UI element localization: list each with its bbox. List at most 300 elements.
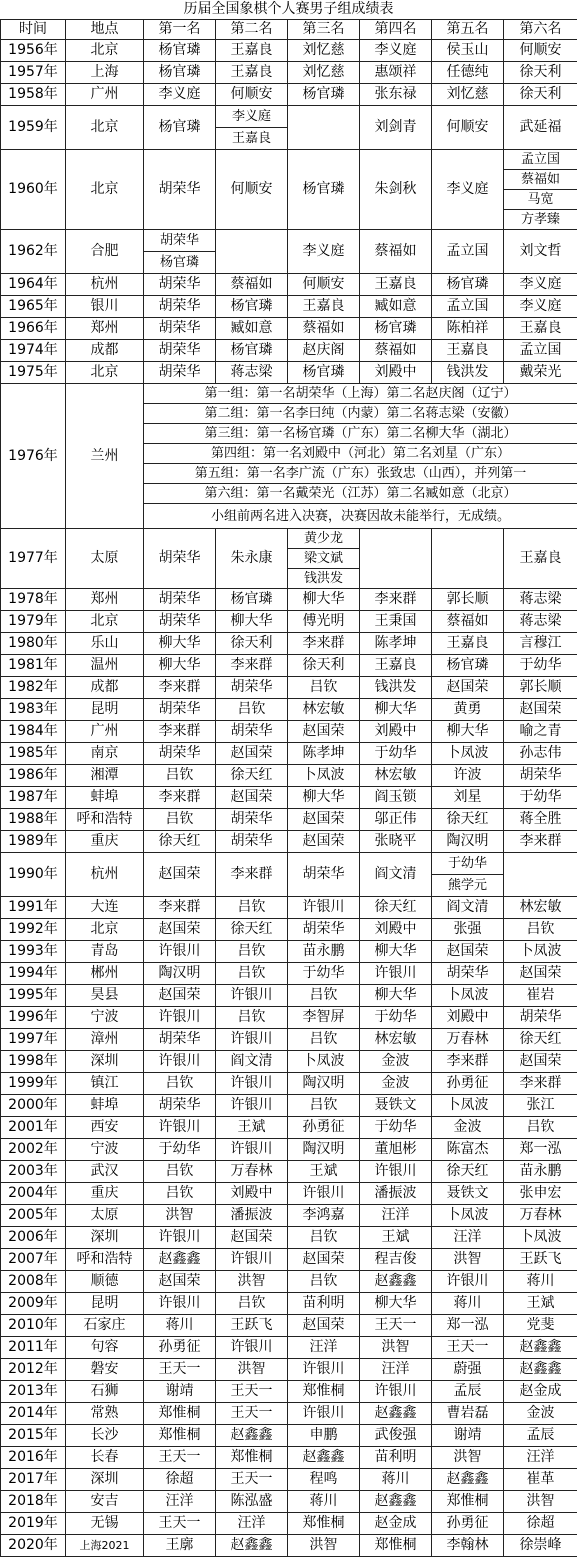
place-cell: 许银川	[216, 985, 288, 1007]
table-row	[1, 1359, 577, 1381]
place-cell: 李来群	[504, 831, 577, 853]
table-row	[1, 611, 577, 633]
header-cell: 第六名	[504, 20, 577, 40]
place-cell: 胡荣华	[144, 699, 216, 721]
place-cell: 许银川	[144, 1007, 216, 1029]
place-cell: 武延福	[504, 106, 577, 150]
table-row	[1, 963, 577, 985]
group-result-cell: 第一组：第一名胡荣华（上海）第二名赵庆阁（辽宁）	[144, 384, 577, 404]
place-cell: 许银川	[288, 1359, 360, 1381]
place-cell	[360, 529, 432, 589]
place-cell: 蔚强	[432, 1359, 504, 1381]
place-cell	[504, 853, 577, 897]
place-cell: 胡荣华	[144, 1029, 216, 1051]
place-cell: 李来群	[360, 589, 432, 611]
place-cell: 林宏敏	[288, 699, 360, 721]
place-cell: 王嘉良	[216, 128, 288, 150]
table-row	[1, 1491, 577, 1513]
place-cell: 李义庭	[288, 230, 360, 274]
place-cell: 张强	[432, 919, 504, 941]
location-cell: 无锡	[66, 1513, 144, 1535]
place-cell: 李来群	[216, 655, 288, 677]
table-row	[1, 589, 577, 611]
place-cell: 吕钦	[504, 1117, 577, 1139]
table-row	[1, 274, 577, 296]
place-cell: 梁文斌	[288, 549, 360, 569]
place-cell: 柳大华	[360, 985, 432, 1007]
place-cell: 许银川	[360, 963, 432, 985]
place-cell: 张晓平	[360, 831, 432, 853]
place-cell: 苗永鹏	[288, 941, 360, 963]
place-cell: 黄勇	[432, 699, 504, 721]
year-cell: 2006年	[1, 1227, 66, 1249]
place-cell: 郑惟桐	[432, 1491, 504, 1513]
location-cell: 银川	[66, 296, 144, 318]
place-cell: 喻之青	[504, 721, 577, 743]
place-cell: 郑惟桐	[144, 1403, 216, 1425]
place-cell: 吕钦	[288, 677, 360, 699]
place-cell: 钱洪发	[360, 677, 432, 699]
place-cell: 胡荣华	[144, 611, 216, 633]
place-cell: 汪洋	[216, 1513, 288, 1535]
location-cell: 广州	[66, 721, 144, 743]
place-cell: 朱永康	[216, 529, 288, 589]
place-cell: 郑惟桐	[288, 1381, 360, 1403]
year-cell: 1991年	[1, 897, 66, 919]
location-cell: 顺德	[66, 1271, 144, 1293]
place-cell: 胡荣华	[288, 853, 360, 897]
table-row	[1, 529, 577, 549]
place-cell: 杨官璘	[144, 40, 216, 62]
place-cell: 王嘉良	[360, 274, 432, 296]
place-cell: 赵鑫鑫	[360, 1271, 432, 1293]
place-cell: 徐天红	[504, 1029, 577, 1051]
place-cell: 李义庭	[504, 296, 577, 318]
place-cell: 赵鑫鑫	[360, 1491, 432, 1513]
location-cell: 呼和浩特	[66, 1249, 144, 1271]
place-cell: 臧如意	[216, 318, 288, 340]
place-cell: 赵国荣	[288, 1249, 360, 1271]
table-row	[1, 1381, 577, 1403]
header-cell: 第四名	[360, 20, 432, 40]
place-cell: 赵鑫鑫	[432, 1469, 504, 1491]
place-cell: 徐天红	[432, 809, 504, 831]
place-cell: 方孝臻	[504, 210, 577, 230]
place-cell: 陈孝坤	[288, 743, 360, 765]
location-cell: 磐安	[66, 1359, 144, 1381]
place-cell: 李来群	[144, 787, 216, 809]
place-cell: 陶汉明	[144, 963, 216, 985]
place-cell: 刘殿中	[360, 362, 432, 384]
place-cell: 孙勇征	[144, 1337, 216, 1359]
place-cell: 杨官璘	[144, 62, 216, 84]
table-row	[1, 809, 577, 831]
place-cell: 聂铁文	[432, 1183, 504, 1205]
place-cell: 何顺安	[216, 150, 288, 230]
place-cell: 吕钦	[288, 1271, 360, 1293]
header-cell: 地点	[66, 20, 144, 40]
place-cell: 刘剑青	[360, 106, 432, 150]
year-cell: 2000年	[1, 1095, 66, 1117]
place-cell: 侯玉山	[432, 40, 504, 62]
place-cell: 王秉国	[360, 611, 432, 633]
place-cell: 王嘉良	[432, 340, 504, 362]
place-cell: 许银川	[288, 1183, 360, 1205]
place-cell: 蒋川	[360, 1469, 432, 1491]
year-cell: 2013年	[1, 1381, 66, 1403]
place-cell: 柳大华	[144, 655, 216, 677]
place-cell: 邬正伟	[360, 809, 432, 831]
place-cell: 赵国荣	[216, 787, 288, 809]
location-cell: 大连	[66, 897, 144, 919]
year-cell: 1962年	[1, 230, 66, 274]
year-cell: 1985年	[1, 743, 66, 765]
place-cell: 阎文清	[216, 1051, 288, 1073]
place-cell: 蒋川	[432, 1293, 504, 1315]
place-cell: 王天一	[216, 1403, 288, 1425]
year-cell: 1960年	[1, 150, 66, 230]
place-cell: 胡荣华	[144, 529, 216, 589]
place-cell: 李来群	[144, 721, 216, 743]
place-cell: 胡荣华	[504, 1007, 577, 1029]
place-cell: 孟立国	[432, 296, 504, 318]
place-cell: 赵金成	[504, 1381, 577, 1403]
place-cell: 蒋志梁	[216, 362, 288, 384]
place-cell: 许银川	[216, 1073, 288, 1095]
year-cell: 1999年	[1, 1073, 66, 1095]
year-cell: 1959年	[1, 106, 66, 150]
place-cell: 王嘉良	[216, 40, 288, 62]
place-cell: 刘殿中	[216, 1183, 288, 1205]
year-cell: 2008年	[1, 1271, 66, 1293]
place-cell: 李智屏	[288, 1007, 360, 1029]
place-cell: 赵国荣	[144, 1271, 216, 1293]
place-cell: 胡荣华	[216, 721, 288, 743]
year-cell: 1996年	[1, 1007, 66, 1029]
year-cell: 1978年	[1, 589, 66, 611]
place-cell: 赵国荣	[144, 985, 216, 1007]
header-cell: 第五名	[432, 20, 504, 40]
place-cell: 熊学元	[432, 875, 504, 897]
year-cell: 1986年	[1, 765, 66, 787]
place-cell: 徐超	[144, 1469, 216, 1491]
place-cell: 许银川	[360, 1381, 432, 1403]
place-cell: 蔡福如	[504, 170, 577, 190]
location-cell: 安吉	[66, 1491, 144, 1513]
location-cell: 重庆	[66, 1183, 144, 1205]
year-cell: 1981年	[1, 655, 66, 677]
year-cell: 1957年	[1, 62, 66, 84]
place-cell: 钱洪发	[288, 569, 360, 589]
place-cell: 徐天红	[216, 765, 288, 787]
table-row	[1, 1249, 577, 1271]
place-cell: 胡荣华	[144, 362, 216, 384]
place-cell: 王嘉良	[432, 633, 504, 655]
location-cell: 石家庄	[66, 1315, 144, 1337]
location-cell: 宁波	[66, 1139, 144, 1161]
table-row	[1, 1535, 577, 1557]
place-cell: 王斌	[288, 1161, 360, 1183]
place-cell: 赵鑫鑫	[216, 1425, 288, 1447]
place-cell: 王天一	[144, 1447, 216, 1469]
year-cell: 1965年	[1, 296, 66, 318]
place-cell: 吕钦	[288, 1029, 360, 1051]
place-cell: 于幼华	[504, 787, 577, 809]
place-cell: 郭长顺	[504, 677, 577, 699]
place-cell: 万春林	[504, 1205, 577, 1227]
location-cell: 宁波	[66, 1007, 144, 1029]
table-row	[1, 1205, 577, 1227]
location-cell: 昆明	[66, 699, 144, 721]
year-cell: 2010年	[1, 1315, 66, 1337]
place-cell: 胡荣华	[144, 589, 216, 611]
place-cell: 刘殿中	[432, 1007, 504, 1029]
place-cell: 陈泓盛	[216, 1491, 288, 1513]
place-cell: 洪智	[504, 1491, 577, 1513]
year-cell: 2018年	[1, 1491, 66, 1513]
place-cell: 何顺安	[288, 274, 360, 296]
location-cell: 北京	[66, 150, 144, 230]
location-cell: 石狮	[66, 1381, 144, 1403]
place-cell: 赵鑫鑫	[288, 1447, 360, 1469]
place-cell: 徐天红	[432, 1161, 504, 1183]
table-row	[1, 1073, 577, 1095]
year-cell: 1975年	[1, 362, 66, 384]
place-cell: 李义庭	[360, 40, 432, 62]
place-cell: 金波	[504, 1403, 577, 1425]
place-cell: 陶汉明	[432, 831, 504, 853]
place-cell: 陶汉明	[288, 1139, 360, 1161]
table-row	[1, 941, 577, 963]
place-cell: 胡荣华	[144, 1095, 216, 1117]
place-cell: 许银川	[216, 1095, 288, 1117]
place-cell: 柳大华	[288, 787, 360, 809]
table-row	[1, 106, 577, 128]
location-cell: 武汉	[66, 1161, 144, 1183]
place-cell	[288, 106, 360, 150]
place-cell: 洪智	[144, 1205, 216, 1227]
place-cell: 赵鑫鑫	[216, 1535, 288, 1557]
place-cell: 孙志伟	[504, 743, 577, 765]
place-cell: 王嘉良	[504, 529, 577, 589]
location-cell: 郑州	[66, 589, 144, 611]
year-cell: 1956年	[1, 40, 66, 62]
year-cell: 2016年	[1, 1447, 66, 1469]
location-cell: 漳州	[66, 1029, 144, 1051]
place-cell: 洪智	[432, 1447, 504, 1469]
place-cell: 赵国荣	[504, 699, 577, 721]
table-row	[1, 1315, 577, 1337]
place-cell: 蔡福如	[288, 318, 360, 340]
table-row	[1, 1293, 577, 1315]
year-cell: 1977年	[1, 529, 66, 589]
place-cell: 赵鑫鑫	[504, 1359, 577, 1381]
year-cell: 2002年	[1, 1139, 66, 1161]
location-cell: 青岛	[66, 941, 144, 963]
table-row	[1, 1513, 577, 1535]
location-cell: 昊县	[66, 985, 144, 1007]
table-row	[1, 1403, 577, 1425]
place-cell: 李义庭	[216, 106, 288, 128]
place-cell	[216, 230, 288, 274]
place-cell: 卜凤波	[432, 743, 504, 765]
place-cell: 郑惟桐	[216, 1447, 288, 1469]
place-cell: 谢靖	[144, 1381, 216, 1403]
year-cell: 1997年	[1, 1029, 66, 1051]
place-cell: 赵金成	[360, 1513, 432, 1535]
group-result-cell: 第四组：第一名刘殿中（河北）第二名刘星（广东）	[144, 444, 577, 464]
place-cell: 吕钦	[216, 963, 288, 985]
table-row	[1, 340, 577, 362]
place-cell: 朱剑秋	[360, 150, 432, 230]
place-cell: 王嘉良	[504, 318, 577, 340]
place-cell: 李义庭	[504, 274, 577, 296]
table-row	[1, 853, 577, 875]
place-cell: 许波	[432, 765, 504, 787]
place-cell: 胡荣华	[504, 765, 577, 787]
place-cell: 武俊强	[360, 1425, 432, 1447]
place-cell: 于幼华	[144, 1139, 216, 1161]
place-cell: 徐天利	[288, 655, 360, 677]
table-row	[1, 743, 577, 765]
place-cell: 胡荣华	[216, 809, 288, 831]
place-cell: 于幼华	[504, 655, 577, 677]
table-row	[1, 1337, 577, 1359]
place-cell: 许银川	[288, 897, 360, 919]
place-cell: 许银川	[144, 1227, 216, 1249]
place-cell: 蒋全胜	[504, 809, 577, 831]
place-cell: 王跃飞	[216, 1315, 288, 1337]
place-cell: 杨官璘	[432, 655, 504, 677]
place-cell: 徐天利	[504, 62, 577, 84]
place-cell: 汪洋	[432, 1227, 504, 1249]
location-cell: 镇江	[66, 1073, 144, 1095]
year-cell: 2001年	[1, 1117, 66, 1139]
location-cell: 北京	[66, 362, 144, 384]
location-cell: 太原	[66, 529, 144, 589]
place-cell: 王天一	[360, 1315, 432, 1337]
location-cell: 杭州	[66, 853, 144, 897]
place-cell: 吕钦	[288, 1227, 360, 1249]
location-cell: 北京	[66, 40, 144, 62]
place-cell: 卜凤波	[504, 941, 577, 963]
place-cell: 许银川	[144, 1051, 216, 1073]
place-cell: 赵国荣	[216, 743, 288, 765]
table-row	[1, 1447, 577, 1469]
table-title: 历届全国象棋个人赛男子组成绩表	[183, 1, 394, 17]
place-cell: 钱洪发	[432, 362, 504, 384]
location-cell: 昆明	[66, 1293, 144, 1315]
place-cell: 孟立国	[432, 230, 504, 274]
table-row	[1, 362, 577, 384]
place-cell: 蔡福如	[360, 230, 432, 274]
place-cell: 杨官璘	[288, 150, 360, 230]
place-cell: 孟立国	[504, 150, 577, 170]
place-cell: 李来群	[504, 1073, 577, 1095]
year-cell: 1974年	[1, 340, 66, 362]
table-row	[1, 1051, 577, 1073]
place-cell: 吕钦	[216, 1007, 288, 1029]
place-cell: 刘文哲	[504, 230, 577, 274]
location-cell: 蚌埠	[66, 787, 144, 809]
place-cell: 臧如意	[360, 296, 432, 318]
place-cell: 刘忆慈	[432, 84, 504, 106]
place-cell: 胡荣华	[144, 150, 216, 230]
place-cell: 徐天利	[216, 633, 288, 655]
year-cell: 1989年	[1, 831, 66, 853]
location-cell: 句容	[66, 1337, 144, 1359]
location-cell: 成都	[66, 340, 144, 362]
place-cell: 卜凤波	[432, 1095, 504, 1117]
group-result-cell: 第六组：第一名戴荣光（江苏）第二名臧如意（北京）	[144, 484, 577, 504]
place-cell: 胡荣华	[216, 831, 288, 853]
table-row	[1, 655, 577, 677]
place-cell: 蔡福如	[360, 340, 432, 362]
place-cell: 孟立国	[504, 340, 577, 362]
place-cell: 赵国荣	[216, 1227, 288, 1249]
place-cell: 柳大华	[360, 699, 432, 721]
table-row	[1, 1271, 577, 1293]
place-cell: 李来群	[216, 853, 288, 897]
year-cell: 1988年	[1, 809, 66, 831]
place-cell: 卜凤波	[432, 985, 504, 1007]
place-cell: 杨官璘	[144, 252, 216, 274]
header-cell: 第二名	[216, 20, 288, 40]
place-cell: 洪智	[288, 1535, 360, 1557]
header-cell: 第三名	[288, 20, 360, 40]
place-cell: 赵国荣	[288, 831, 360, 853]
header-cell: 第一名	[144, 20, 216, 40]
year-cell: 2005年	[1, 1205, 66, 1227]
place-cell: 崔革	[504, 1469, 577, 1491]
place-cell: 柳大华	[288, 589, 360, 611]
group-result-cell: 第二组：第一名李曰纯（内蒙）第二名蒋志梁（安徽）	[144, 404, 577, 424]
place-cell: 卜凤波	[504, 1227, 577, 1249]
place-cell: 董旭彬	[360, 1139, 432, 1161]
table-row	[1, 699, 577, 721]
place-cell: 林宏敏	[504, 897, 577, 919]
table-row	[1, 787, 577, 809]
place-cell: 刘星	[432, 787, 504, 809]
place-cell: 胡荣华	[144, 340, 216, 362]
place-cell: 何顺安	[432, 106, 504, 150]
location-cell: 兰州	[66, 384, 144, 529]
table-row	[1, 985, 577, 1007]
header-cell: 时间	[1, 20, 66, 40]
place-cell: 赵国荣	[144, 853, 216, 897]
place-cell: 王嘉良	[216, 62, 288, 84]
year-cell: 1998年	[1, 1051, 66, 1073]
place-cell: 马宽	[504, 190, 577, 210]
location-cell: 常熟	[66, 1403, 144, 1425]
place-cell: 孙勇征	[432, 1073, 504, 1095]
table-row	[1, 384, 577, 404]
place-cell: 赵国荣	[432, 677, 504, 699]
year-cell: 1990年	[1, 853, 66, 897]
table-row	[1, 62, 577, 84]
location-cell: 上海2021	[66, 1535, 144, 1557]
year-cell: 1976年	[1, 384, 66, 529]
year-cell: 2009年	[1, 1293, 66, 1315]
table-row	[1, 1095, 577, 1117]
place-cell: 赵国荣	[432, 941, 504, 963]
place-cell: 李来群	[144, 897, 216, 919]
place-cell: 陈孝坤	[360, 633, 432, 655]
table-row	[1, 1425, 577, 1447]
table-row	[1, 318, 577, 340]
place-cell: 程吉俊	[360, 1249, 432, 1271]
place-cell: 陶汉明	[288, 1073, 360, 1095]
